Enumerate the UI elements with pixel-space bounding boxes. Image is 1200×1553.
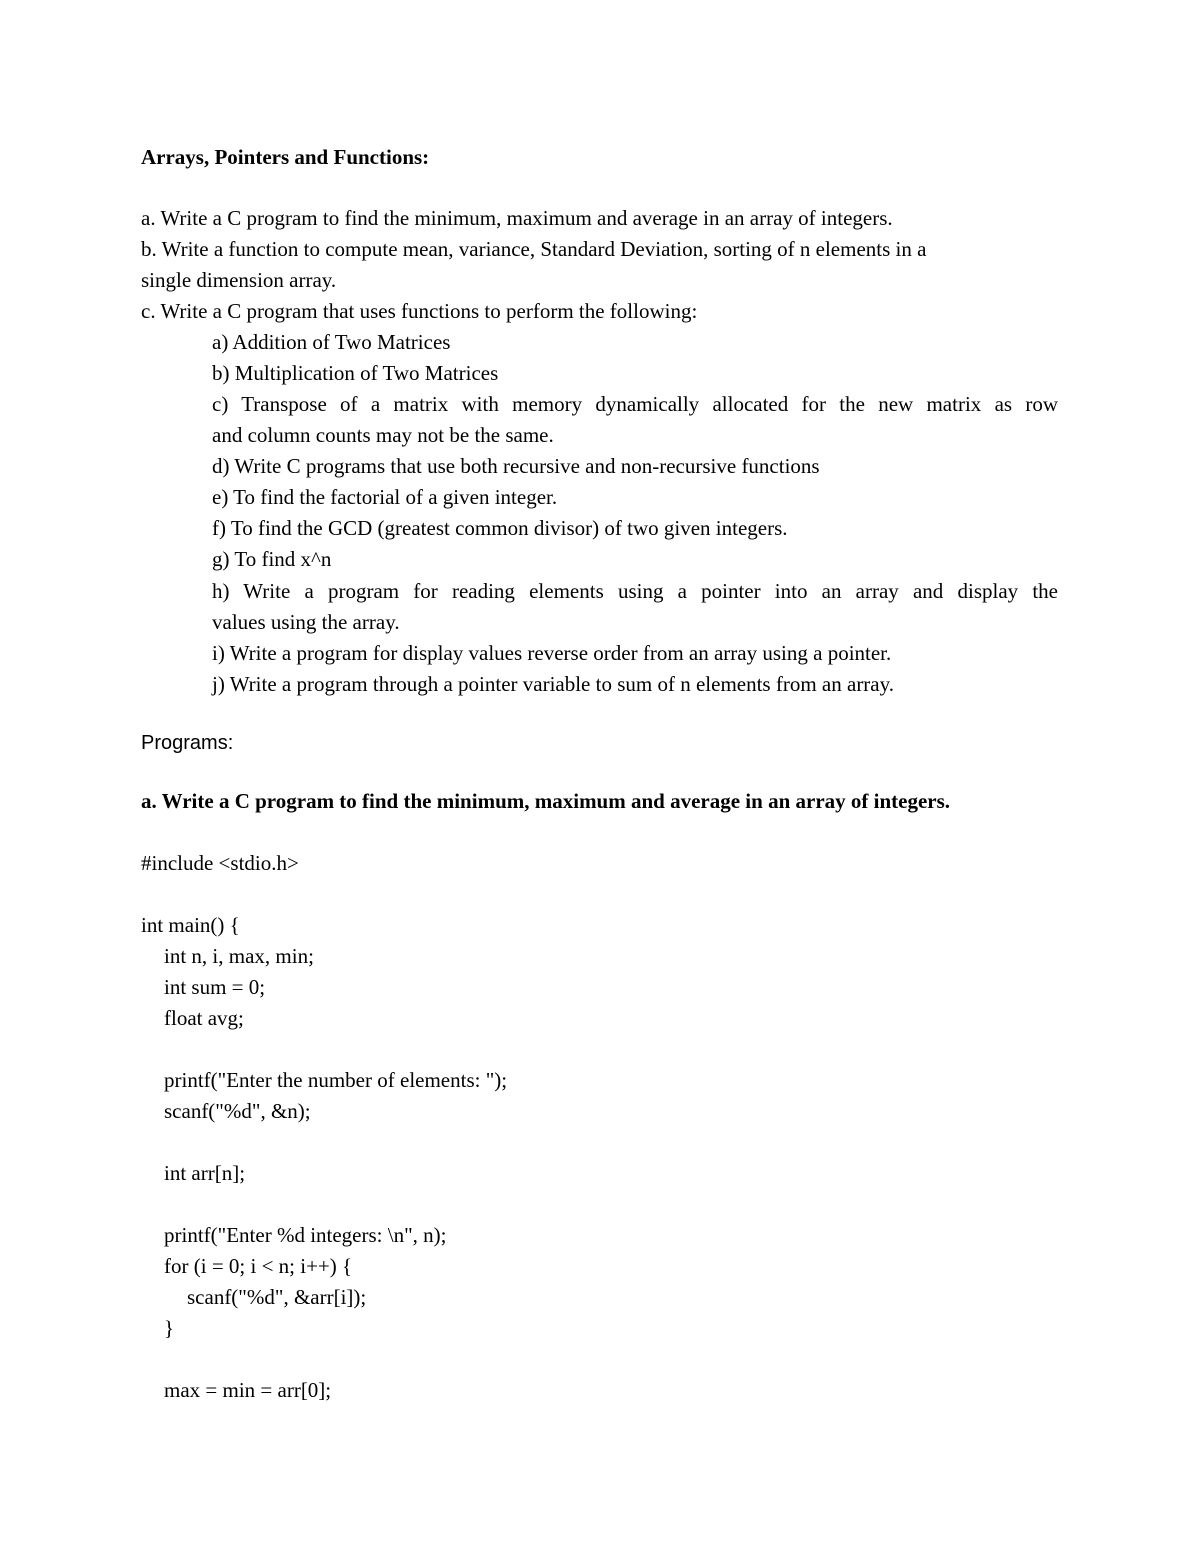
code-line: #include <stdio.h> bbox=[141, 851, 299, 875]
programs-label: Programs: bbox=[141, 732, 234, 754]
intro-item-c: c. Write a C program that uses functions to perform the following: bbox=[141, 299, 698, 323]
code-line: float avg; bbox=[164, 1006, 244, 1030]
code-line: int arr[n]; bbox=[164, 1161, 246, 1185]
subitem-a: a) Addition of Two Matrices bbox=[212, 330, 451, 354]
subitem-c-line1: c) Transpose of a matrix with memory dynamically allocated for the new matrix as row bbox=[212, 392, 1058, 416]
code-line: max = min = arr[0]; bbox=[164, 1378, 332, 1402]
subitem-b: b) Multiplication of Two Matrices bbox=[212, 361, 499, 385]
code-line: for (i = 0; i < n; i++) { bbox=[164, 1254, 353, 1278]
subitem-c-line2: and column counts may not be the same. bbox=[212, 423, 554, 447]
code-line: scanf("%d", &arr[i]); bbox=[187, 1285, 367, 1309]
subitem-f: f) To find the GCD (greatest common divisor) of two given integers. bbox=[212, 516, 788, 540]
code-line: } bbox=[164, 1316, 175, 1340]
subitem-e: e) To find the factorial of a given integer. bbox=[212, 485, 558, 509]
code-line: printf("Enter %d integers: \n", n); bbox=[164, 1223, 447, 1247]
subitem-d: d) Write C programs that use both recursive and non-recursive functions bbox=[212, 454, 820, 478]
program-a-heading: a. Write a C program to find the minimum, maximum and average in an array of integers. bbox=[141, 789, 951, 813]
subitem-j: j) Write a program through a pointer variable to sum of n elements from an array. bbox=[212, 672, 895, 696]
code-line: printf("Enter the number of elements: "); bbox=[164, 1068, 508, 1092]
intro-item-b-line2: single dimension array. bbox=[141, 268, 337, 292]
intro-item-b-line1: b. Write a function to compute mean, variance, Standard Deviation, sorting of n elements in a bbox=[141, 237, 927, 261]
document-title: Arrays, Pointers and Functions: bbox=[141, 145, 430, 169]
code-line: int n, i, max, min; bbox=[164, 944, 314, 968]
subitem-h-line1: h) Write a program for reading elements using a pointer into an array and display the bbox=[212, 579, 1058, 603]
code-line: int main() { bbox=[141, 913, 240, 937]
code-line: scanf("%d", &n); bbox=[164, 1099, 311, 1123]
code-line: int sum = 0; bbox=[164, 975, 266, 999]
subitem-g: g) To find x^n bbox=[212, 547, 332, 571]
subitem-i: i) Write a program for display values reverse order from an array using a pointer. bbox=[212, 641, 892, 665]
intro-item-a: a. Write a C program to find the minimum, maximum and average in an array of integers. bbox=[141, 206, 893, 230]
subitem-h-line2: values using the array. bbox=[212, 610, 400, 634]
